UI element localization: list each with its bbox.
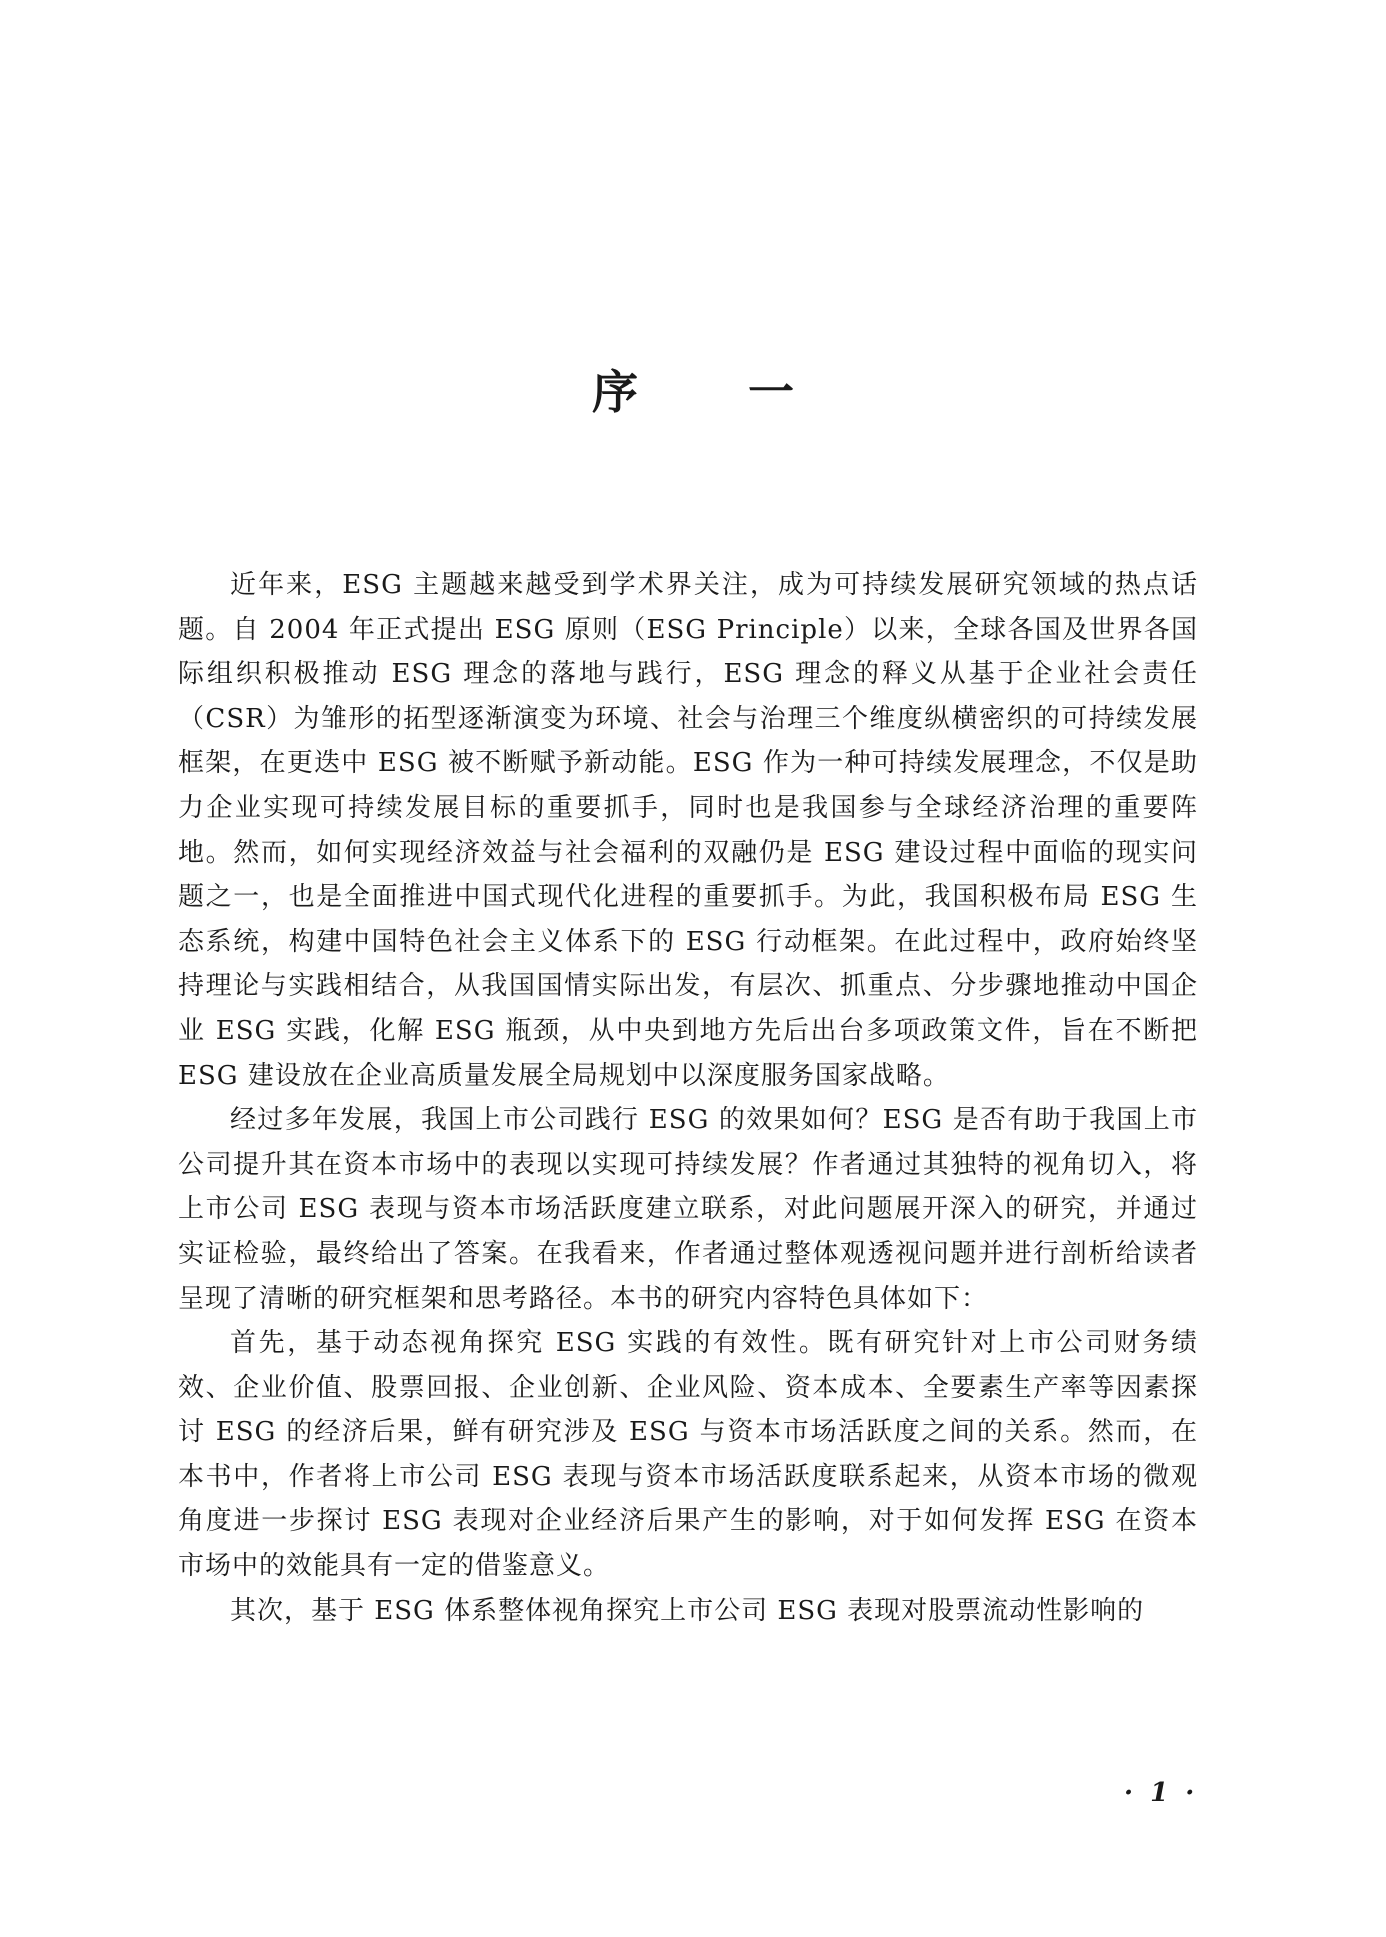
page-title (0, 362, 1386, 422)
title-char-1: 序 (592, 365, 638, 419)
paragraph-3: 首先，基于动态视角探究 ESG 实践的有效性。既有研究针对上市公司财务绩效、企业价值、股票回报、企业创新、企业风险、资本成本、全要素生产率等因素探讨 ESG 的经济后果，鲜有研究涉及 ESG 与资本市场活跃度之间的关系。然而，在本书中，作者将上市公司 ESG 表现与资本市场活跃度联系起来，从资本市场的微观角度进一步探讨 ESG 表现对企业经济后果产生的影响，对于如何发挥 ESG 在资本市场中的效能具有一定的借鉴意义。 (178, 1328, 1198, 1582)
body-text (178, 563, 1198, 1633)
paragraph-2: 经过多年发展，我国上市公司践行 ESG 的效果如何？ESG 是否有助于我国上市公司提升其在资本市场中的表现以实现可持续发展？作者通过其独特的视角切入，将上市公司 ESG 表现与资本市场活跃度建立联系，对此问题展开深入的研究，并通过实证检验，最终给出了答案。在我看来，作者通过整体观透视问题并进行剖析给读者呈现了清晰的研究框架和思考路径。本书的研究内容特色具体如下： (178, 1105, 1198, 1314)
paragraph-1: 近年来，ESG 主题越来越受到学术界关注，成为可持续发展研究领域的热点话题。自 2004 年正式提出 ESG 原则（ESG Principle）以来，全球各国及世界各国际组织积极推动 ESG 理念的落地与践行，ESG 理念的释义从基于企业社会责任（CSR）为雏形的拓型逐渐演变为环境、社会与治理三个维度纵横密织的可持续发展框架，在更迭中 ESG 被不断赋予新动能。ESG 作为一种可持续发展理念，不仅是助力企业实现可持续发展目标的重要抓手，同时也是我国参与全球经济治理的重要阵地。然而，如何实现经济效益与社会福利的双融仍是 ESG 建设过程中面临的现实问题之一，也是全面推进中国式现代化进程的重要抓手。为此，我国积极布局 ESG 生态系统，构建中国特色社会主义体系下的 ESG 行动框架。在此过程中，政府始终坚持理论与实践相结合，从我国国情实际出发，有层次、抓重点、分步骤地推动中国企业 ESG 实践，化解 ESG 瓶颈，从中央到地方先后出台多项政策文件，旨在不断把 ESG 建设放在企业高质量发展全局规划中以深度服务国家战略。 (178, 570, 1198, 1091)
title-char-2: 一 (748, 365, 794, 419)
page-number: · 1 · (1124, 1778, 1199, 1808)
paragraph-4: 其次，基于 ESG 体系整体视角探究上市公司 ESG 表现对股票流动性影响的 (230, 1595, 1145, 1626)
